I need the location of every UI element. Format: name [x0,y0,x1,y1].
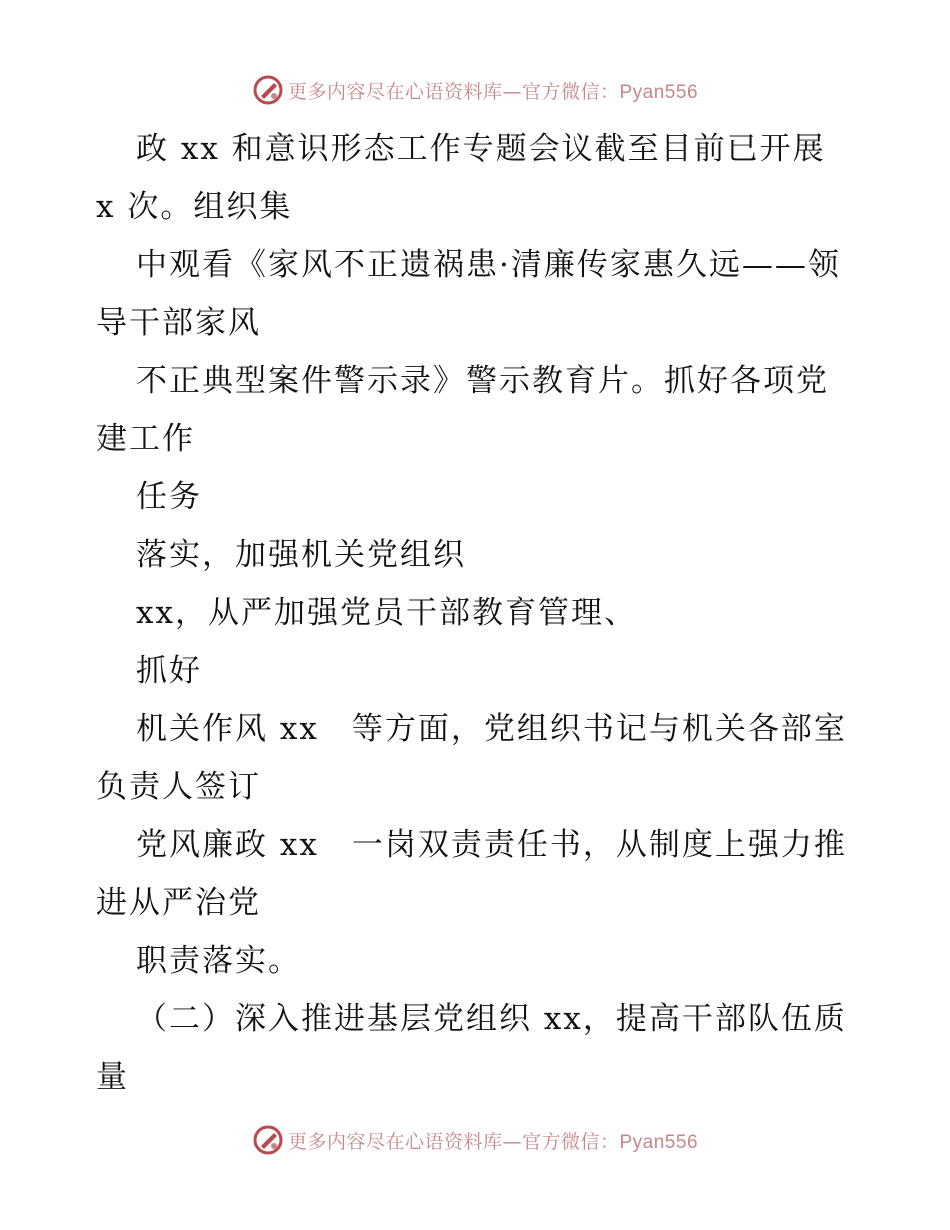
body-paragraph: 党风廉政 xx 一岗双责责任书，从制度上强力推进从严治党 [96,827,847,921]
document-body [96,120,856,1106]
body-paragraph: 落实，加强机关党组织 [136,537,466,573]
body-paragraph: 中观看《家风不正遗祸患·清廉传家惠久远——领导干部家风 [96,247,841,341]
footer-banner-handle: Pyan556 [619,1131,699,1153]
section-heading: （二）深入推进基层党组织 xx，提高干部队伍质量 [96,1001,847,1095]
body-paragraph: xx，从严加强党员干部教育管理、 [136,595,637,631]
footer-banner-label: 更多内容尽在心语资料库—官方微信： [287,1130,620,1153]
body-paragraph: 机关作风 xx 等方面，党组织书记与机关各部室负责人签订 [96,711,847,805]
body-paragraph: 不正典型案件警示录》警示教育片。抓好各项党建工作 [96,363,829,457]
header-banner-label: 更多内容尽在心语资料库—官方微信： [287,80,620,103]
body-paragraph: 政 xx 和意识形态工作专题会议截至目前已开展 x 次。组织集 [96,131,826,225]
footer-banner [0,1120,950,1160]
brand-logo-icon [252,1124,284,1156]
body-paragraph: 任务 [136,479,202,515]
header-banner [0,70,950,110]
brand-logo-icon [252,74,284,106]
body-paragraph: 抓好 [136,653,202,689]
footer-banner-text [288,1127,698,1154]
header-banner-handle: Pyan556 [619,81,699,103]
header-banner-text [288,77,698,104]
body-paragraph: 职责落实。 [136,943,301,979]
